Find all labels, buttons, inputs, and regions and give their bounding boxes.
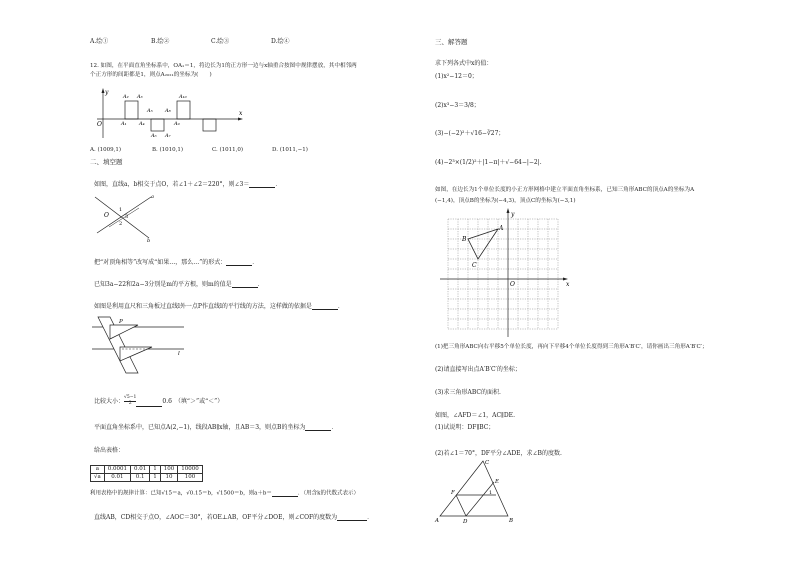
- q12-a8-label: A₈: [165, 108, 171, 114]
- grid-point-b-label: B: [462, 236, 467, 243]
- grid-point-c-label: C: [472, 262, 477, 269]
- grid-y-label: y: [511, 211, 515, 218]
- q12-line1: 12. 如图，在平面直角坐标系中，OA₁＝1，将边长为1的正方形一边与x轴重合按图中规律摆放，其中相邻两: [90, 63, 357, 69]
- calc-part3: (3)−(−2)²＋√16−∛27；: [435, 130, 505, 137]
- triangle-figure: [435, 458, 520, 526]
- solve-part1: (1)x²−12＝0；: [435, 73, 478, 80]
- grid-question-line1: 如图，在边长为1个单位长度的小正方形网格中建立平面直角坐标系，已知三角形ABC的顶点A的坐标为A: [435, 187, 695, 193]
- q12-figure: [95, 84, 255, 140]
- q12-option-b: B. (1010,1): [152, 147, 184, 153]
- tri-point-a-label: A: [435, 518, 439, 524]
- tri-point-f-label: F: [451, 490, 455, 496]
- table-cell: 0.0001: [104, 466, 130, 474]
- table-cell: √a: [91, 474, 105, 482]
- fill3-question: 已知3a−22和2a−3分别是m的平方根，则m的值是 ．: [94, 281, 264, 288]
- fill8-question: 直线AB，CD相交于点O，∠AOC＝30°，若OE⊥AB，OF平分∠DOE，则∠COF的度数为 ．: [94, 514, 374, 521]
- line-a-label: a: [151, 194, 154, 200]
- q12-a4-label: A₄: [139, 121, 145, 127]
- fill1-question: 如图，直线a，b相交于点O，若∠1＋∠2＝220°，则∠3＝ ．: [94, 181, 282, 188]
- table-cell: 100: [160, 466, 178, 474]
- table-cell: a: [91, 466, 105, 474]
- fill7-question: 利用表格中的规律计算：已知√15＝a，√0.15＝b，√1500＝b，则a＋b＝ ．（用含k的代数式表示）: [90, 490, 359, 497]
- q12-y-label: y: [105, 89, 109, 96]
- fill2-question: 把“对顶角相等”改写成“如果…，那么…”的形式： ．: [94, 259, 259, 266]
- fill7-intro: 给出表格：: [94, 447, 125, 454]
- q12-a7-label: A₇: [165, 133, 171, 139]
- angle-3-label: 3: [125, 214, 129, 220]
- grid-question-line2: (−1,4)，顶点B的坐标为(−4,3)，顶点C的坐标为(−3,1): [435, 198, 576, 204]
- tri-point-b-label: B: [509, 518, 514, 524]
- table-cell: 100: [178, 474, 203, 482]
- q12-option-c: C. (1011,0): [212, 147, 244, 153]
- grid-origin-label: O: [510, 281, 515, 288]
- q12-option-d: D. (1011,−1): [272, 147, 308, 153]
- q12-a6-label: A₆: [151, 133, 157, 139]
- q12-a2-label: A₂: [123, 94, 129, 100]
- option-c: C.绘③: [211, 38, 230, 45]
- q12-a9-label: A₉: [174, 121, 180, 127]
- angle-2-label: 2: [119, 221, 123, 227]
- table-cell: 1: [150, 466, 161, 474]
- table-cell: 0.01: [104, 474, 130, 482]
- tri-point-c-label: C: [485, 460, 490, 466]
- grid-point-a-label: A: [499, 225, 504, 232]
- tri-point-e-label: E: [495, 479, 500, 485]
- option-d: D.绘④: [271, 38, 290, 45]
- fill5-question: 比较大小： $\frac{√5-1}{2}$ 0.6 （填“＞”或“＜”）: [94, 395, 224, 406]
- section-fill-in-title: 二、填空题: [90, 158, 123, 166]
- option-a: A.绘①: [90, 38, 109, 45]
- angle-1-label: 1: [119, 207, 123, 213]
- table-cell: 10: [160, 474, 178, 482]
- parallel-subq2: (2)若∠1＝70°，DF平分∠ADE，求∠B的度数.: [435, 450, 562, 457]
- calc-part4: (4)−2³×(1/2)²＋|1−π|＋√−64−|−2|.: [435, 159, 542, 166]
- grid-subq3: (3)求三角形ABC的面积.: [435, 389, 501, 396]
- line-l-label: l: [178, 351, 180, 357]
- table-cell: 10000: [178, 466, 203, 474]
- table-cell: 1: [150, 474, 161, 482]
- values-table: [90, 465, 203, 482]
- parallel-subq1: (1)试说明：DF∥BC；: [435, 424, 495, 431]
- q12-a3-label: A₃: [137, 94, 143, 100]
- grid-subq2: (2)请直接写出点A′B′C′的坐标；: [435, 366, 521, 373]
- q12-a5-label: A₅: [147, 108, 153, 114]
- table-row: [91, 466, 203, 474]
- q12-origin-label: O: [97, 121, 102, 128]
- solve-intro: 求下列各式中x的值：: [435, 60, 493, 67]
- point-p-label: P: [119, 319, 123, 325]
- grid-x-label: x: [566, 281, 570, 288]
- q12-option-a: A. (1009,1): [90, 147, 122, 153]
- table-cell: 0.01: [131, 466, 150, 474]
- point-o-label: O: [104, 212, 109, 219]
- table-row: [91, 474, 203, 482]
- q12-a1-label: A₁: [121, 121, 127, 127]
- q12-line2: 个正方形的间距都是1，则点A₂₀₂₁的坐标为( ): [90, 72, 212, 78]
- tri-point-d-label: D: [463, 519, 468, 525]
- section-answer-title: 三、解答题: [435, 38, 468, 46]
- parallel-question-intro: 如图，∠AFD＝∠1，AC∥DE.: [435, 412, 515, 419]
- line-b-label: b: [147, 238, 151, 244]
- q12-x-label: x: [239, 110, 243, 117]
- grid-subq1: (1)把三角形ABC向右平移5个单位长度，再向下平移4个单位长度得到三角形A′B′C′，请你画出三角形A′B′C′；: [435, 344, 708, 350]
- tri-angle-1-label: 1: [489, 490, 493, 496]
- fill6-question: 平面直角坐标系中，已知点A(2,−1)，线段AB∥x轴，且AB＝3，则点B的坐标为 ．: [94, 424, 338, 431]
- option-b: B.绘②: [151, 38, 170, 45]
- fill4-question: 如图是利用直尺和三角板过直线l外一点P作直线l的平行线的方法，这样做的依据是 ．: [94, 303, 344, 310]
- intersecting-lines-figure: [93, 192, 163, 242]
- ruler-triangle-figure: [92, 313, 187, 375]
- solve-part2: (2)x³−3＝3/8；: [435, 102, 480, 109]
- table-cell: 0.1: [131, 474, 150, 482]
- coordinate-grid-figure: [437, 207, 577, 339]
- q12-a10-label: A₁₀: [179, 94, 187, 100]
